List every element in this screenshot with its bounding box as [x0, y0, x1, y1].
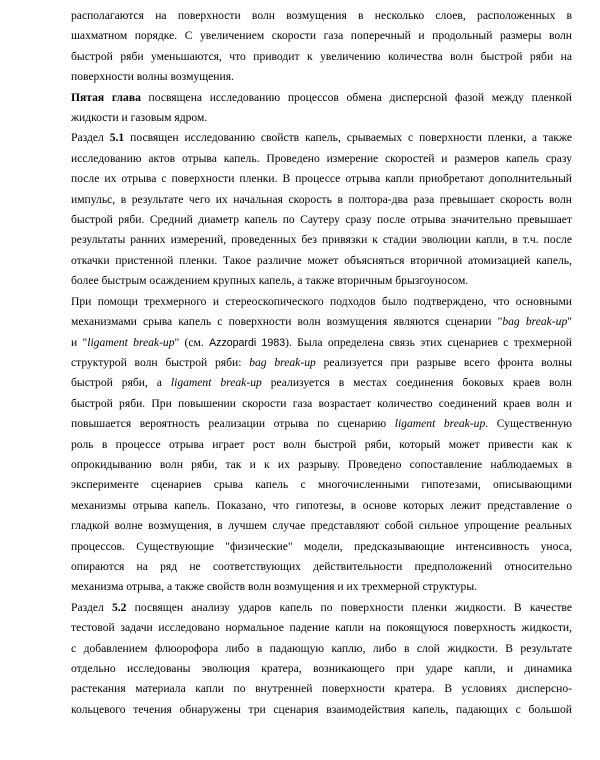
- text-line: отдельно исследованы эволюция кратера, возникающего при ударе капли, и динамика: [71, 662, 572, 675]
- section-number: 5.2: [111, 600, 127, 614]
- text-fragment: быстрой ряби, а: [71, 376, 171, 390]
- text-fragment: ": [567, 315, 572, 329]
- text-line: с добавлением флюорофора либо в падающую каплю, либо в слой жидкости. В результате: [71, 641, 572, 655]
- text-fragment: . Существенную: [485, 417, 572, 431]
- text-line: быстрой ряби. При повышении скорости газа возрастает количество соединений краев волн и: [71, 396, 572, 410]
- text-line: результаты ранних измерений, проведенных без привязки к стадии эволюции капли, в т.ч. после: [71, 233, 572, 247]
- text-fragment: посвящен исследованию свойств капель, срываемых с поверхности пленки, а также: [124, 131, 572, 145]
- text-line: процессов. Существующие "физические" модели, предсказывающие интенсивность уноса,: [71, 539, 572, 553]
- document-page: [71, 6, 572, 720]
- paragraph-section-5-1: [71, 128, 572, 291]
- text-line: роль в процессе отрыва играет рост волн быстрой ряби, который может привести как к: [71, 437, 572, 451]
- text-line: импульс, в результате чего их начальная скорость в полтора-два раза превышает скорость волн: [71, 192, 572, 206]
- text-line: жидкости и газовым ядром.: [71, 111, 208, 125]
- section-number: 5.1: [109, 131, 125, 145]
- text-line: растекания материала капли по внутренней поверхности кратера. В условиях дисперсно-: [71, 682, 572, 696]
- paragraph-section-5-2: [71, 598, 572, 720]
- text-line: [71, 128, 572, 148]
- text-fragment: ). Была определена связь этих сценариев с трехмерной: [285, 335, 572, 349]
- text-fragment: механизмами срыва капель с поверхности волн возмущения являются сценарии ": [71, 315, 503, 329]
- text-line: быстрой ряби. Средний диаметр капель по Саутеру сразу после отрыва значительно превышает: [71, 213, 572, 227]
- text-fragment: " (см.: [174, 335, 210, 349]
- text-line: поверхности волны возмущения.: [71, 70, 234, 84]
- text-line: откачки пристенной пленки. Такое различие может объясняться вторичной атомизацией капель,: [71, 253, 572, 267]
- paragraph-breakup-mechanisms: [71, 292, 572, 598]
- text-line: располагаются на поверхности волн возмущения в несколько слоев, расположенных в: [71, 9, 572, 22]
- term-italic: ligament break-up: [87, 335, 175, 349]
- chapter-heading: Пятая глава: [71, 90, 141, 104]
- text-fragment: реализуется при разрыве всего фронта волны: [315, 355, 573, 369]
- text-line: кольцевого течения обнаружены три сценария взаимодействия капель, падающих с большой: [71, 702, 572, 716]
- paragraph-chapter-five: [71, 88, 572, 129]
- term-italic: bag break-up: [249, 355, 316, 369]
- text-line: [71, 373, 572, 393]
- term-italic: ligament break-up: [394, 417, 486, 431]
- text-line: опираются на ряд не соответствующих действительности предположений относительно: [71, 559, 572, 573]
- term-italic: ligament break-up: [170, 376, 262, 390]
- text-line: опрокидыванию волн ряби, так и к их разрыву. Проведено сопоставление наблюдаемых в: [71, 457, 572, 471]
- text-line: [71, 88, 572, 108]
- text-line: [71, 353, 572, 373]
- text-line: [71, 414, 572, 434]
- text-line: механизмы отрыва капель. Показано, что гипотезы, в основе которых лежит представление о: [71, 498, 572, 512]
- text-line: [71, 333, 572, 353]
- text-line: гладкой волне возмущения, в лучшем случае представляют собой сильное упрощение реальных: [71, 519, 572, 533]
- text-fragment: повышается вероятность реализации отрыва по сценарию: [71, 417, 395, 431]
- text-line: тестовой задачи исследовано нормальное падение капли на покоящуюся поверхность жидкости,: [71, 621, 572, 635]
- text-line: быстрой ряби уменьшаются, что приводит к увеличению количества волн быстрой ряби на: [71, 49, 572, 63]
- text-line: более быстрым осаждением крупных капель, а также вторичным брызгоуносом.: [71, 274, 469, 288]
- text-line: [71, 312, 572, 332]
- text-fragment: посвящена исследованию процессов обмена дисперсной фазой между пленкой: [140, 90, 572, 104]
- paragraph-wave-structure: [71, 6, 572, 88]
- text-line: шахматном порядке. С увеличением скорости газа поперечный и продольный размеры волн: [71, 29, 572, 43]
- text-fragment: Раздел: [71, 600, 112, 614]
- text-line: исследованию актов отрыва капель. Проведено измерение скоростей и размеров капель сразу: [71, 151, 572, 165]
- text-line: механизма отрыва, а также свойств волн возмущения и их трехмерной структуры.: [71, 580, 478, 594]
- text-line: после их отрыва с поверхности пленки. В процессе отрыва капли приобретают дополнительный: [71, 172, 572, 186]
- text-line: [71, 598, 572, 618]
- text-line: эксперименте сценариев срыва капель с многочисленными гипотезами, описывающими: [71, 478, 572, 492]
- text-fragment: посвящен анализу ударов капель по поверхности пленки жидкости. В качестве: [126, 600, 572, 614]
- text-fragment: и ": [71, 335, 88, 349]
- citation: Azzopardi 1983: [209, 336, 286, 349]
- term-italic: bag break-up: [502, 315, 568, 329]
- text-fragment: реализуется в местах соединения боковых краев волн: [261, 376, 572, 390]
- text-fragment: структурой волн быстрой ряби:: [71, 355, 250, 369]
- text-line: При помощи трехмерного и стереоскопического подходов было подтверждено, что основными: [71, 294, 572, 308]
- text-fragment: Раздел: [71, 131, 110, 145]
